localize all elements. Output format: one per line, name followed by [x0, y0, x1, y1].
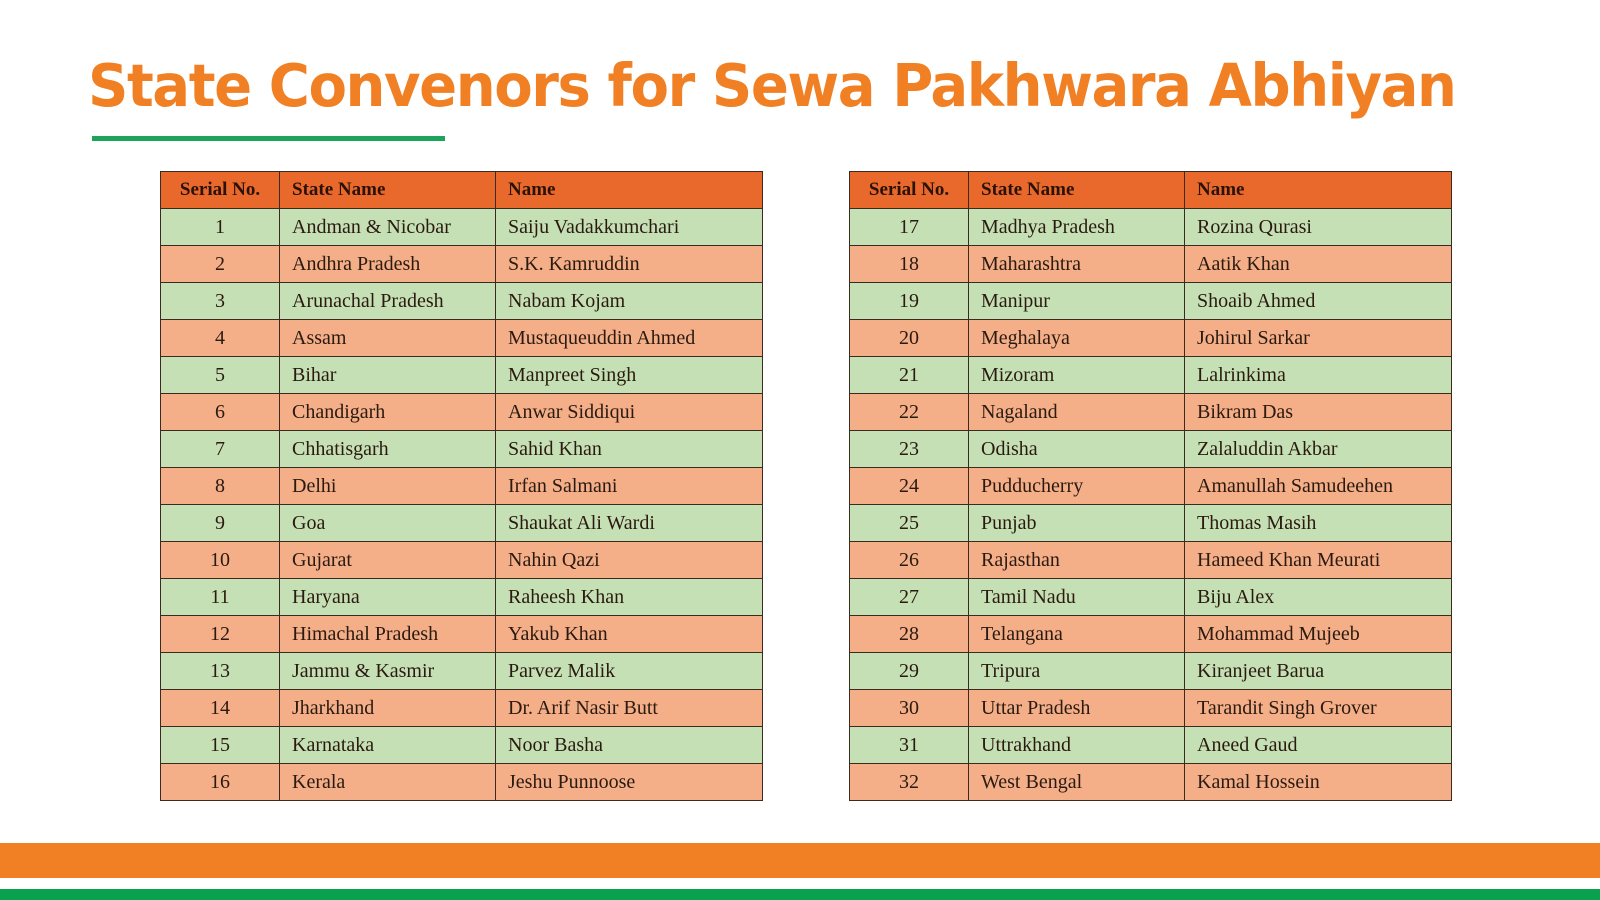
serial-cell: 23 — [850, 431, 969, 468]
table-row — [161, 468, 763, 505]
convenor-name-cell: Mustaqueuddin Ahmed — [496, 320, 763, 357]
table-row — [850, 764, 1452, 801]
state-cell: Karnataka — [280, 727, 496, 764]
convenor-name-cell: Jeshu Punnoose — [496, 764, 763, 801]
state-cell: Uttrakhand — [969, 727, 1185, 764]
serial-cell: 27 — [850, 579, 969, 616]
convenor-name-cell: Aneed Gaud — [1185, 727, 1452, 764]
convenor-name-cell: Mohammad Mujeeb — [1185, 616, 1452, 653]
table-row — [161, 616, 763, 653]
serial-cell: 6 — [161, 394, 280, 431]
title-underline — [92, 136, 445, 141]
convenor-name-cell: Zalaluddin Akbar — [1185, 431, 1452, 468]
page-title: State Convenors for Sewa Pakhwara Abhiyan — [88, 51, 1456, 120]
table-row — [850, 542, 1452, 579]
serial-cell: 1 — [161, 209, 280, 246]
convenor-name-cell: Noor Basha — [496, 727, 763, 764]
serial-cell: 12 — [161, 616, 280, 653]
convenor-name-cell: Lalrinkima — [1185, 357, 1452, 394]
convenor-name-cell: Bikram Das — [1185, 394, 1452, 431]
header-state: State Name — [969, 172, 1185, 209]
serial-cell: 4 — [161, 320, 280, 357]
table-row — [850, 468, 1452, 505]
table-row — [850, 394, 1452, 431]
table-row — [161, 505, 763, 542]
convenor-name-cell: Manpreet Singh — [496, 357, 763, 394]
convenor-name-cell: Nabam Kojam — [496, 283, 763, 320]
state-cell: West Bengal — [969, 764, 1185, 801]
state-cell: Manipur — [969, 283, 1185, 320]
table-row — [850, 357, 1452, 394]
serial-cell: 24 — [850, 468, 969, 505]
convenor-name-cell: Irfan Salmani — [496, 468, 763, 505]
table-row — [850, 431, 1452, 468]
convenor-name-cell: Kiranjeet Barua — [1185, 653, 1452, 690]
footer-stripe-green — [0, 889, 1600, 900]
table-row — [161, 690, 763, 727]
state-cell: Punjab — [969, 505, 1185, 542]
serial-cell: 10 — [161, 542, 280, 579]
state-cell: Andhra Pradesh — [280, 246, 496, 283]
serial-cell: 26 — [850, 542, 969, 579]
state-cell: Delhi — [280, 468, 496, 505]
footer-stripe-orange — [0, 843, 1600, 878]
table-row — [850, 579, 1452, 616]
table-row — [161, 431, 763, 468]
convenor-name-cell: Johirul Sarkar — [1185, 320, 1452, 357]
state-cell: Andman & Nicobar — [280, 209, 496, 246]
convenors-table-right — [849, 171, 1452, 801]
table-row — [161, 320, 763, 357]
convenor-name-cell: Tarandit Singh Grover — [1185, 690, 1452, 727]
serial-cell: 22 — [850, 394, 969, 431]
serial-cell: 25 — [850, 505, 969, 542]
state-cell: Haryana — [280, 579, 496, 616]
table-row — [161, 209, 763, 246]
convenor-name-cell: Hameed Khan Meurati — [1185, 542, 1452, 579]
table-row — [161, 246, 763, 283]
serial-cell: 28 — [850, 616, 969, 653]
state-cell: Madhya Pradesh — [969, 209, 1185, 246]
state-cell: Arunachal Pradesh — [280, 283, 496, 320]
state-cell: Mizoram — [969, 357, 1185, 394]
footer-stripe-white — [0, 878, 1600, 889]
convenor-name-cell: Dr. Arif Nasir Butt — [496, 690, 763, 727]
convenor-name-cell: Yakub Khan — [496, 616, 763, 653]
serial-cell: 7 — [161, 431, 280, 468]
convenor-name-cell: Saiju Vadakkumchari — [496, 209, 763, 246]
serial-cell: 15 — [161, 727, 280, 764]
serial-cell: 8 — [161, 468, 280, 505]
state-cell: Telangana — [969, 616, 1185, 653]
table-row — [161, 542, 763, 579]
table-row — [850, 690, 1452, 727]
serial-cell: 11 — [161, 579, 280, 616]
table-row — [161, 283, 763, 320]
table-row — [850, 320, 1452, 357]
state-cell: Bihar — [280, 357, 496, 394]
header-serial: Serial No. — [161, 172, 280, 209]
convenors-table-left — [160, 171, 763, 801]
serial-cell: 17 — [850, 209, 969, 246]
serial-cell: 29 — [850, 653, 969, 690]
state-cell: Rajasthan — [969, 542, 1185, 579]
serial-cell: 5 — [161, 357, 280, 394]
state-cell: Chandigarh — [280, 394, 496, 431]
table-row — [850, 246, 1452, 283]
convenor-name-cell: Shoaib Ahmed — [1185, 283, 1452, 320]
serial-cell: 31 — [850, 727, 969, 764]
table-row — [161, 394, 763, 431]
convenor-name-cell: Parvez Malik — [496, 653, 763, 690]
table-row — [850, 505, 1452, 542]
convenor-name-cell: Aatik Khan — [1185, 246, 1452, 283]
state-cell: Gujarat — [280, 542, 496, 579]
convenor-name-cell: Biju Alex — [1185, 579, 1452, 616]
convenor-name-cell: Anwar Siddiqui — [496, 394, 763, 431]
convenor-name-cell: S.K. Kamruddin — [496, 246, 763, 283]
header-serial: Serial No. — [850, 172, 969, 209]
serial-cell: 13 — [161, 653, 280, 690]
state-cell: Tamil Nadu — [969, 579, 1185, 616]
state-cell: Odisha — [969, 431, 1185, 468]
serial-cell: 16 — [161, 764, 280, 801]
convenor-name-cell: Amanullah Samudeehen — [1185, 468, 1452, 505]
convenor-name-cell: Thomas Masih — [1185, 505, 1452, 542]
table-row — [161, 357, 763, 394]
table-row — [850, 653, 1452, 690]
state-cell: Chhatisgarh — [280, 431, 496, 468]
state-cell: Meghalaya — [969, 320, 1185, 357]
convenor-name-cell: Rozina Qurasi — [1185, 209, 1452, 246]
serial-cell: 30 — [850, 690, 969, 727]
table-row — [161, 653, 763, 690]
convenor-name-cell: Nahin Qazi — [496, 542, 763, 579]
table-header-row — [161, 172, 763, 209]
serial-cell: 32 — [850, 764, 969, 801]
serial-cell: 3 — [161, 283, 280, 320]
serial-cell: 2 — [161, 246, 280, 283]
table-header-row — [850, 172, 1452, 209]
table-row — [850, 283, 1452, 320]
state-cell: Himachal Pradesh — [280, 616, 496, 653]
convenor-name-cell: Kamal Hossein — [1185, 764, 1452, 801]
table-row — [161, 727, 763, 764]
serial-cell: 19 — [850, 283, 969, 320]
state-cell: Goa — [280, 505, 496, 542]
convenor-name-cell: Shaukat Ali Wardi — [496, 505, 763, 542]
serial-cell: 20 — [850, 320, 969, 357]
serial-cell: 9 — [161, 505, 280, 542]
state-cell: Pudducherry — [969, 468, 1185, 505]
state-cell: Assam — [280, 320, 496, 357]
serial-cell: 18 — [850, 246, 969, 283]
header-state: State Name — [280, 172, 496, 209]
convenor-name-cell: Raheesh Khan — [496, 579, 763, 616]
table-row — [161, 764, 763, 801]
table-row — [850, 209, 1452, 246]
state-cell: Kerala — [280, 764, 496, 801]
header-name: Name — [1185, 172, 1452, 209]
state-cell: Tripura — [969, 653, 1185, 690]
table-row — [850, 616, 1452, 653]
header-name: Name — [496, 172, 763, 209]
serial-cell: 14 — [161, 690, 280, 727]
serial-cell: 21 — [850, 357, 969, 394]
convenor-name-cell: Sahid Khan — [496, 431, 763, 468]
state-cell: Uttar Pradesh — [969, 690, 1185, 727]
state-cell: Jharkhand — [280, 690, 496, 727]
state-cell: Maharashtra — [969, 246, 1185, 283]
state-cell: Nagaland — [969, 394, 1185, 431]
state-cell: Jammu & Kasmir — [280, 653, 496, 690]
table-row — [850, 727, 1452, 764]
table-row — [161, 579, 763, 616]
